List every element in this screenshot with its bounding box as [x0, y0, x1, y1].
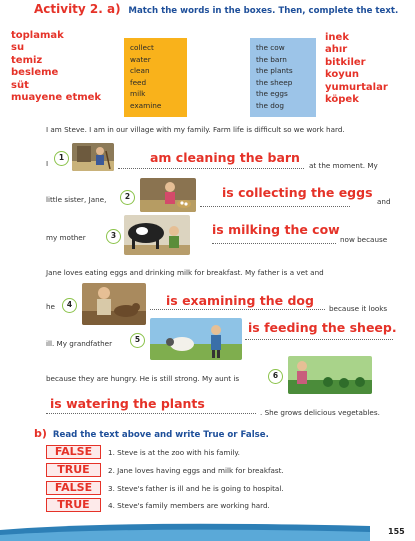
translations-right	[325, 32, 388, 106]
answer-blank	[212, 243, 336, 244]
statement: 3. Steve's father is ill and he is going to hospital.	[108, 484, 284, 493]
story-text: my mother	[46, 233, 86, 242]
part-b-title	[34, 427, 269, 440]
story-text: he	[46, 302, 55, 311]
part-b-instruction: Read the text above and write True or False.	[52, 430, 269, 440]
verb-word: clean	[130, 66, 150, 76]
handwritten-answer-4: is examining the dog	[166, 293, 314, 308]
translation-item: inek	[325, 32, 349, 43]
verb-word: milk	[130, 89, 146, 99]
translation-item: koyun	[325, 69, 360, 81]
activity-title	[34, 2, 398, 16]
true-false-answer: TRUE	[46, 498, 101, 512]
egg-collecting-illustration	[140, 178, 196, 212]
page-number: 155	[388, 527, 405, 536]
story-text: . She grows delicious vegetables.	[260, 408, 380, 417]
noun-word: the dog	[256, 100, 285, 110]
handwritten-answer-5: is feeding the sheep.	[248, 320, 397, 335]
egg-collecting-picture	[140, 178, 196, 212]
activity-label: Activity 2. a)	[34, 2, 121, 16]
part-b-label: b)	[34, 427, 47, 440]
noun-word: the plants	[256, 66, 293, 76]
verb-word: examine	[130, 100, 162, 110]
number-circle: 5	[130, 333, 145, 348]
cow-milking-illustration	[124, 215, 190, 255]
handwritten-answer-1: am cleaning the barn	[150, 150, 300, 165]
translation-item: su	[11, 42, 25, 54]
handwritten-answer-2: is collecting the eggs	[222, 185, 373, 200]
story-text: because it looks	[329, 304, 388, 313]
verb-word: collect	[130, 43, 154, 52]
story-text: Jane loves eating eggs and drinking milk for breakfast. My father is a vet and	[46, 268, 324, 277]
translation-item: yumurtalar	[325, 81, 388, 93]
verb-word: feed	[130, 77, 147, 87]
true-false-answer: TRUE	[46, 463, 101, 477]
story-text: little sister, Jane,	[46, 195, 107, 204]
number-circle: 6	[268, 369, 283, 384]
statement: 1. Steve is at the zoo with his family.	[108, 448, 240, 457]
sheep-feeding-illustration	[150, 318, 242, 360]
noun-word: the barn	[256, 54, 287, 64]
barn-cleaning-illustration	[72, 143, 114, 171]
statement: 4. Steve's family members are working hard.	[108, 501, 270, 510]
translation-item: toplamak	[11, 30, 64, 41]
translation-item: besleme	[11, 67, 59, 79]
translation-item: ahır	[325, 44, 348, 56]
true-false-answer: FALSE	[46, 481, 101, 495]
sheep-feeding-picture	[150, 318, 242, 360]
noun-word: the eggs	[256, 89, 288, 99]
barn-cleaning-picture	[72, 143, 114, 171]
verb-word: water	[130, 54, 151, 64]
translation-item: köpek	[325, 94, 359, 106]
noun-word-box	[250, 38, 316, 117]
dog-examining-illustration	[82, 283, 146, 325]
number-circle: 1	[54, 151, 69, 166]
translations-left	[11, 30, 101, 104]
statement: 2. Jane loves having eggs and milk for breakfast.	[108, 466, 284, 475]
story-text: now because	[340, 235, 388, 244]
handwritten-answer-3: is milking the cow	[212, 222, 340, 237]
page-bottom-band	[0, 520, 370, 541]
story-text: at the moment. My	[309, 161, 378, 170]
translation-item: temiz	[11, 54, 43, 66]
handwritten-answer-6: is watering the plants	[50, 396, 205, 411]
noun-word: the cow	[256, 43, 285, 52]
translation-item: süt	[11, 79, 29, 91]
noun-word: the sheep	[256, 77, 293, 87]
answer-blank	[150, 309, 325, 310]
story-text: because they are hungry. He is still strong. My aunt is	[46, 374, 240, 383]
plant-watering-illustration	[288, 356, 372, 394]
number-circle: 3	[106, 229, 121, 244]
answer-blank	[118, 168, 304, 169]
cow-milking-picture	[124, 215, 190, 255]
plant-watering-picture	[288, 356, 372, 394]
translation-item: muayene etmek	[11, 92, 102, 104]
story-text: ill. My grandfather	[46, 339, 113, 348]
number-circle: 2	[120, 190, 135, 205]
answer-blank	[46, 413, 256, 414]
number-circle: 4	[62, 298, 77, 313]
activity-instruction: Match the words in the boxes. Then, complete the text.	[128, 6, 399, 16]
answer-blank	[200, 206, 350, 207]
story-text: and	[377, 197, 391, 206]
story-text: I	[46, 159, 49, 168]
answer-blank	[245, 339, 393, 340]
story-intro: I am Steve. I am in our village with my family. Farm life is difficult so we work hard.	[46, 125, 345, 134]
verb-word-box	[124, 38, 187, 117]
translation-item: bitkiler	[325, 56, 366, 68]
true-false-answer: FALSE	[46, 445, 101, 459]
dog-examining-picture	[82, 283, 146, 325]
